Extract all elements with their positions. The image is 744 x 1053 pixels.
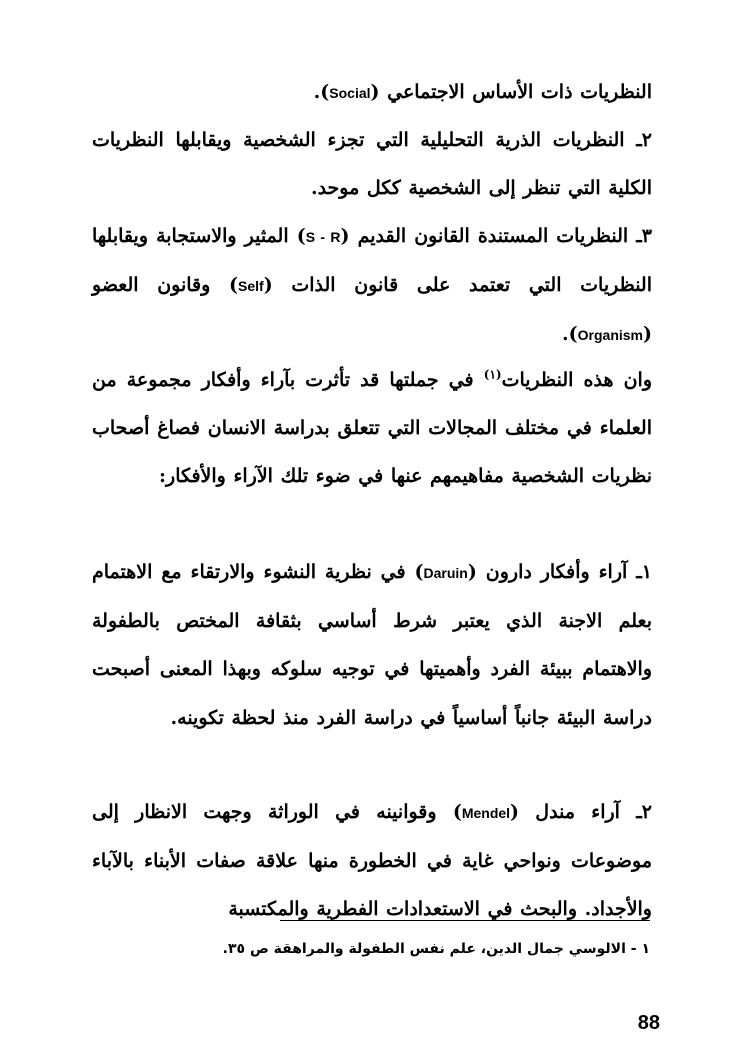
paragraph-mendel xyxy=(92,788,652,934)
footnote: ١ - الالوسي جمال الدين، علم نفس الطفولة والمراهقة ص ٣٥. xyxy=(222,941,650,957)
paragraph-social-theories xyxy=(92,68,652,117)
latin-term-self: Self xyxy=(238,278,264,295)
paragraph-text: ) في نظرية النشوء والارتقاء مع الاهتمام بعلم الاجنة الذي يعتبر شرط أساسي بثقافة المختص بالطفولة والاهتمام ببيئة الفرد وأهميتها في توجيه سلوكه وبهذا المعنى أصبحت دراسة البيئة جانباً أساسياً في دراسة الفرد منذ لحظة تكوينه. xyxy=(92,561,652,729)
latin-term-organism: Organism xyxy=(577,327,643,344)
paragraph-text: ) وقوانينه في الوراثة وجهت الانظار إلى موضوعات ونواحي غاية في الخطورة منها علاقة صفات الأبناء بالآباء والأجداد. والبحث في الاستعدادات الفطرية والمكتسبة xyxy=(92,801,652,921)
paragraph-text: ٢ـ آراء مندل ( xyxy=(510,801,652,823)
paragraph-stimulus-response-theories xyxy=(92,212,652,360)
paragraph-text: ) المثير والاستجابة ويقابلها النظريات التي تعتمد على قانون الذات ( xyxy=(92,225,652,297)
paragraph-text: ) وقانون العضو ( xyxy=(92,274,652,346)
latin-term-social: Social xyxy=(329,85,371,101)
paragraph-text: وان هذه النظريات xyxy=(501,369,653,391)
latin-term-s-r: S - R xyxy=(305,229,341,245)
paragraph-darwin xyxy=(92,548,652,742)
latin-term-daruin: Daruin xyxy=(423,565,468,581)
paragraph-influences xyxy=(92,356,652,501)
paragraph-text: ). xyxy=(313,81,330,103)
paragraph-text: النظريات ذات الأساس الاجتماعي ( xyxy=(370,81,652,103)
footnote-divider xyxy=(280,920,650,921)
paragraph-text: ١ـ آراء وأفكار دارون ( xyxy=(467,561,652,583)
paragraph-atomistic-theories xyxy=(92,116,652,212)
paragraph-text: ٣ـ النظريات المستندة القانون القديم ( xyxy=(340,225,652,247)
paragraph-text: ). xyxy=(562,323,578,346)
footnote-reference: (١) xyxy=(483,367,502,382)
paragraph-text: في جملتها قد تأثرت بآراء وأفكار مجموعة من العلماء في مختلف المجالات التي تتعلق بدراسة الانسان فصاغ أصحاب نظريات الشخصية مفاهيمهم عنها في ضوء تلك الآراء والأفكار: xyxy=(92,369,652,488)
paragraph-text: ٢ـ النظريات الذرية التحليلية التي تجزء الشخصية ويقابلها النظريات الكلية التي تنظر إلى الشخصية ككل موحد. xyxy=(92,129,652,200)
latin-term-mendel: Mendel xyxy=(461,805,511,821)
page-number: 88 xyxy=(637,1012,660,1034)
